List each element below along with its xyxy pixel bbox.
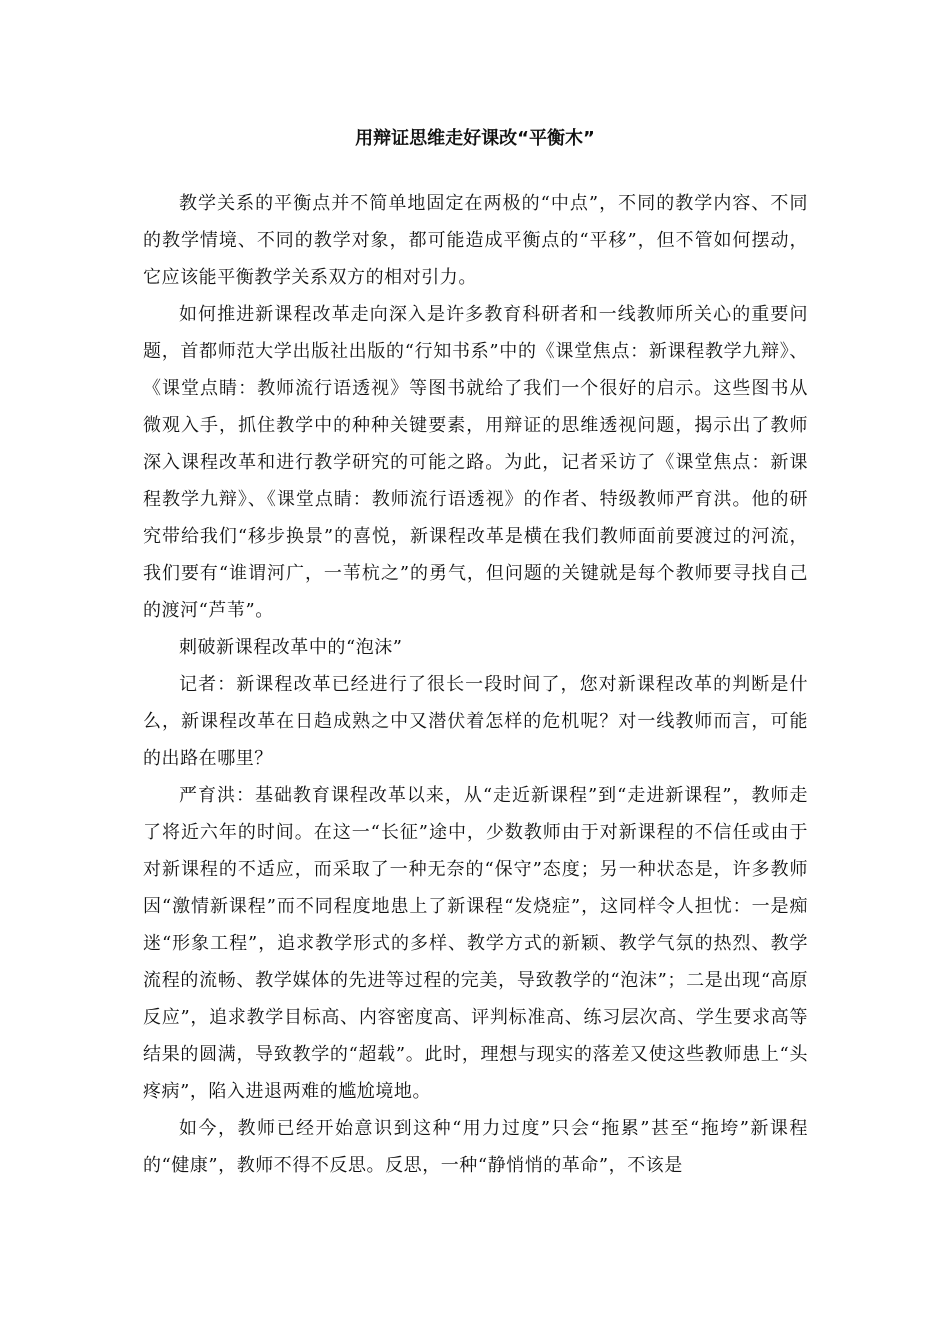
document-title: 用辩证思维走好课改“平衡木”: [355, 128, 595, 149]
paragraph-1: 教学关系的平衡点并不简单地固定在两极的“中点”，不同的教学内容、不同的教学情境、不同的教学对象，都可能造成平衡点的“平移”，但不管如何摆动，它应该能平衡教学关系双方的相对引力。: [143, 193, 808, 288]
paragraph-answer: 严育洪：基础教育课程改革以来，从“走近新课程”到“走进新课程”，教师走了将近六年的时间。在这一“长征”途中，少数教师由于对新课程的不信任或由于对新课程的不适应，而采取了一种无奈的“保守”态度；另一种状态是，许多教师因“激情新课程”而不同程度地患上了新课程“发烧症”，这同样令人担忧：一是痴迷“形象工程”，追求教学形式的多样、教学方式的新颖、教学气氛的热烈、教学流程的流畅、教学媒体的先进等过程的完美，导致教学的“泡沫”；二是出现“高原反应”，追求教学目标高、内容密度高、评判标准高、练习层次高、学生要求高等结果的圆满，导致教学的“超载”。此时，理想与现实的落差又使这些教师患上“头疼病”，陷入进退两难的尴尬境地。: [143, 785, 808, 1102]
document-body: [143, 185, 808, 1184]
paragraph-question: 记者：新课程改革已经进行了很长一段时间了，您对新课程改革的判断是什么，新课程改革在日趋成熟之中又潜伏着怎样的危机呢？对一线教师而言，可能的出路在哪里？: [143, 674, 808, 769]
paragraph-continuation: 如今，教师已经开始意识到这种“用力过度”只会“拖累”甚至“拖垮”新课程的“健康”，教师不得不反思。反思，一种“静悄悄的革命”，不该是: [143, 1118, 808, 1176]
section-heading: 刺破新课程改革中的“泡沫”: [179, 637, 403, 658]
paragraph-2: 如何推进新课程改革走向深入是许多教育科研者和一线教师所关心的重要问题，首都师范大学出版社出版的“行知书系”中的《课堂焦点：新课程教学九辩》、《课堂点睛：教师流行语透视》等图书就给了我们一个很好的启示。这些图书从微观入手，抓住教学中的种种关键要素，用辩证的思维透视问题，揭示出了教师深入课程改革和进行教学研究的可能之路。为此，记者采访了《课堂焦点：新课程教学九辩》、《课堂点睛：教师流行语透视》的作者、特级教师严育洪。他的研究带给我们“移步换景”的喜悦，新课程改革是横在我们教师面前要渡过的河流，我们要有“谁谓河广，一苇杭之”的勇气，但问题的关键就是每个教师要寻找自己的渡河“芦苇”。: [143, 304, 808, 621]
